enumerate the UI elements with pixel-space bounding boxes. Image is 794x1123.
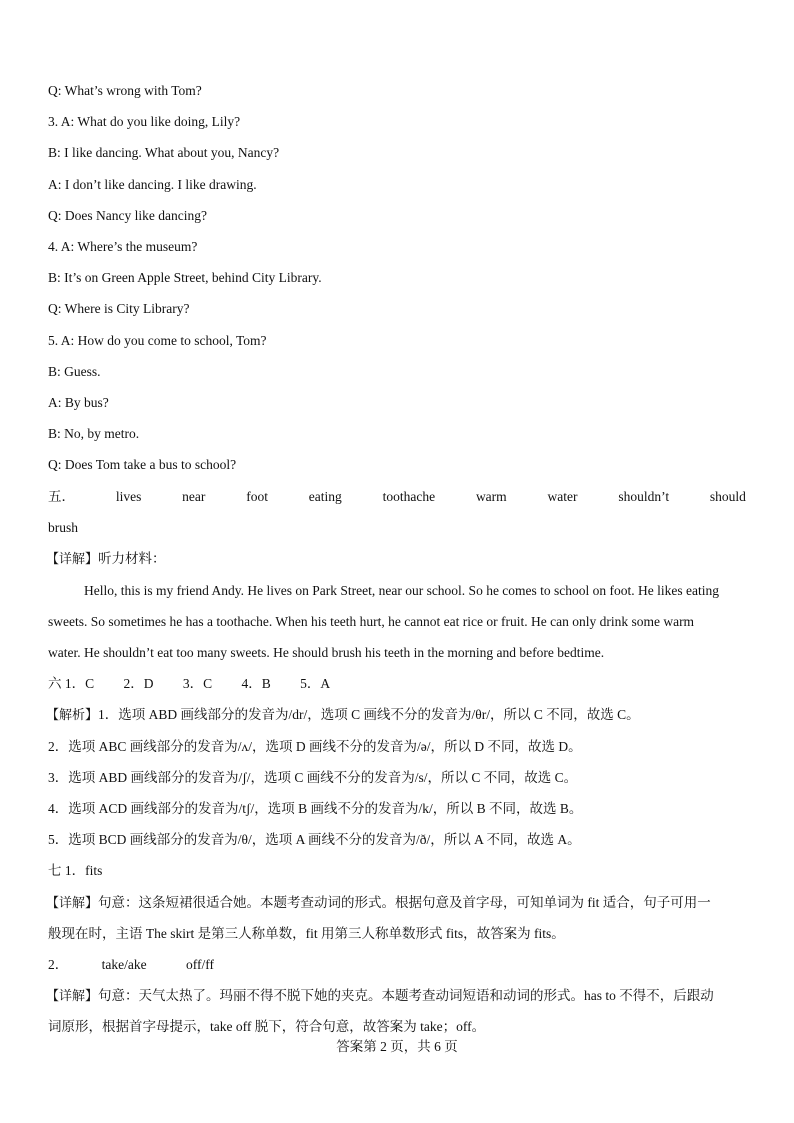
text-line: B: It’s on Green Apple Street, behind City Library. xyxy=(48,270,322,285)
detail-tag: 【详解】 xyxy=(46,896,99,911)
analysis-text: 1．选项 ABD 画线部分的发音为/dr/，选项 C 画线不分的发音为/θr/，所以 C 不同，故选 C。 xyxy=(98,707,640,722)
section6-answers xyxy=(48,675,746,693)
answer-word: brush xyxy=(48,520,78,535)
analysis-line: 3．选项 ABD 画线部分的发音为/ʃ/，选项 C 画线不分的发音为/s/，所以 C 不同，故选 C。 xyxy=(48,770,578,785)
detail-tag: 【详解】 xyxy=(46,989,99,1004)
text-line: B: No, by metro. xyxy=(48,426,140,441)
answer-choice: 2．D xyxy=(123,676,154,691)
text-line: A: I don’t like dancing. I like drawing. xyxy=(48,177,257,192)
detail-text: 句意：这条短裙很适合她。本题考查动词的形式。根据句意及首字母，可知单词为 fit 适合，句子可用一 xyxy=(98,895,711,910)
analysis-line: 2．选项 ABC 画线部分的发音为/ʌ/，选项 D 画线不分的发音为/ə/，所以 D 不同，故选 D。 xyxy=(48,739,582,754)
analysis-line xyxy=(46,706,744,724)
answer-word: warm xyxy=(475,489,507,504)
text-line: B: Guess. xyxy=(48,364,101,379)
section7-q1-answer: 七 1．fits xyxy=(48,863,103,878)
text-line: Q: Does Tom take a bus to school? xyxy=(48,457,237,472)
detail-line xyxy=(46,894,744,912)
detail-line xyxy=(46,987,744,1005)
text-line: A: By bus? xyxy=(48,395,109,410)
detail-line: 词原形，根据首字母提示，take off 脱下，符合句意，故答案为 take；off。 xyxy=(48,1019,486,1034)
question-number: 2． xyxy=(48,957,69,972)
answer-word: toothache xyxy=(382,489,436,504)
answer-word: should xyxy=(709,489,746,504)
answer-choice: 5．A xyxy=(300,676,331,691)
section5-answers xyxy=(48,488,746,506)
passage-line: water. He shouldn’t eat too many sweets. He should brush his teeth in the morning and before bedtime. xyxy=(48,645,605,660)
answer-word: shouldn’t xyxy=(618,489,670,504)
text-line: Q: Does Nancy like dancing? xyxy=(48,208,207,223)
text-line: 5. A: How do you come to school, Tom? xyxy=(48,333,267,348)
page-footer: 答案第 2 页，共 6 页 xyxy=(336,1039,458,1054)
detail-line xyxy=(46,550,744,568)
answer-word: foot xyxy=(246,489,268,504)
detail-line: 般现在时，主语 The skirt 是第三人称单数，fit 用第三人称单数形式 fits，故答案为 fits。 xyxy=(48,926,565,941)
text-line: B: I like dancing. What about you, Nancy? xyxy=(48,145,280,160)
text-line: Q: What’s wrong with Tom? xyxy=(48,83,202,98)
section7-q2-answer xyxy=(48,956,746,974)
analysis-tag: 【解析】 xyxy=(46,708,99,723)
detail-text: 句意：天气太热了。玛丽不得不脱下她的夹克。本题考查动词短语和动词的形式。has to 不得不，后跟动 xyxy=(98,988,714,1003)
answer-choice: 4．B xyxy=(241,676,271,691)
section6-label: 六 1．C xyxy=(48,676,95,691)
answer-word: near xyxy=(182,489,206,504)
text-line: Q: Where is City Library? xyxy=(48,301,190,316)
analysis-line: 5．选项 BCD 画线部分的发音为/θ/，选项 A 画线不分的发音为/ð/，所以 A 不同，故选 A。 xyxy=(48,832,581,847)
analysis-line: 4．选项 ACD 画线部分的发音为/tʃ/，选项 B 画线不分的发音为/k/，所以 B 不同，故选 B。 xyxy=(48,801,583,816)
passage-line: Hello, this is my friend Andy. He lives on Park Street, near our school. So he comes to school on foot. He likes eating xyxy=(84,583,720,598)
answer-word: take/ake xyxy=(101,957,147,972)
text-line: 4. A: Where’s the museum? xyxy=(48,239,198,254)
detail-tag: 【详解】 xyxy=(46,552,99,567)
answer-word: water xyxy=(547,489,578,504)
answer-choice: 3．C xyxy=(182,676,213,691)
section5-label: 五． xyxy=(48,489,75,504)
text-line: 3. A: What do you like doing, Lily? xyxy=(48,114,241,129)
detail-text: 听力材料： xyxy=(98,551,166,566)
answer-word: eating xyxy=(308,489,342,504)
passage-line: sweets. So sometimes he has a toothache. When his teeth hurt, he cannot eat rice or fruit. He can only drink some warm xyxy=(48,614,695,629)
answer-word: lives xyxy=(115,489,142,504)
answer-word: off/ff xyxy=(185,957,214,972)
